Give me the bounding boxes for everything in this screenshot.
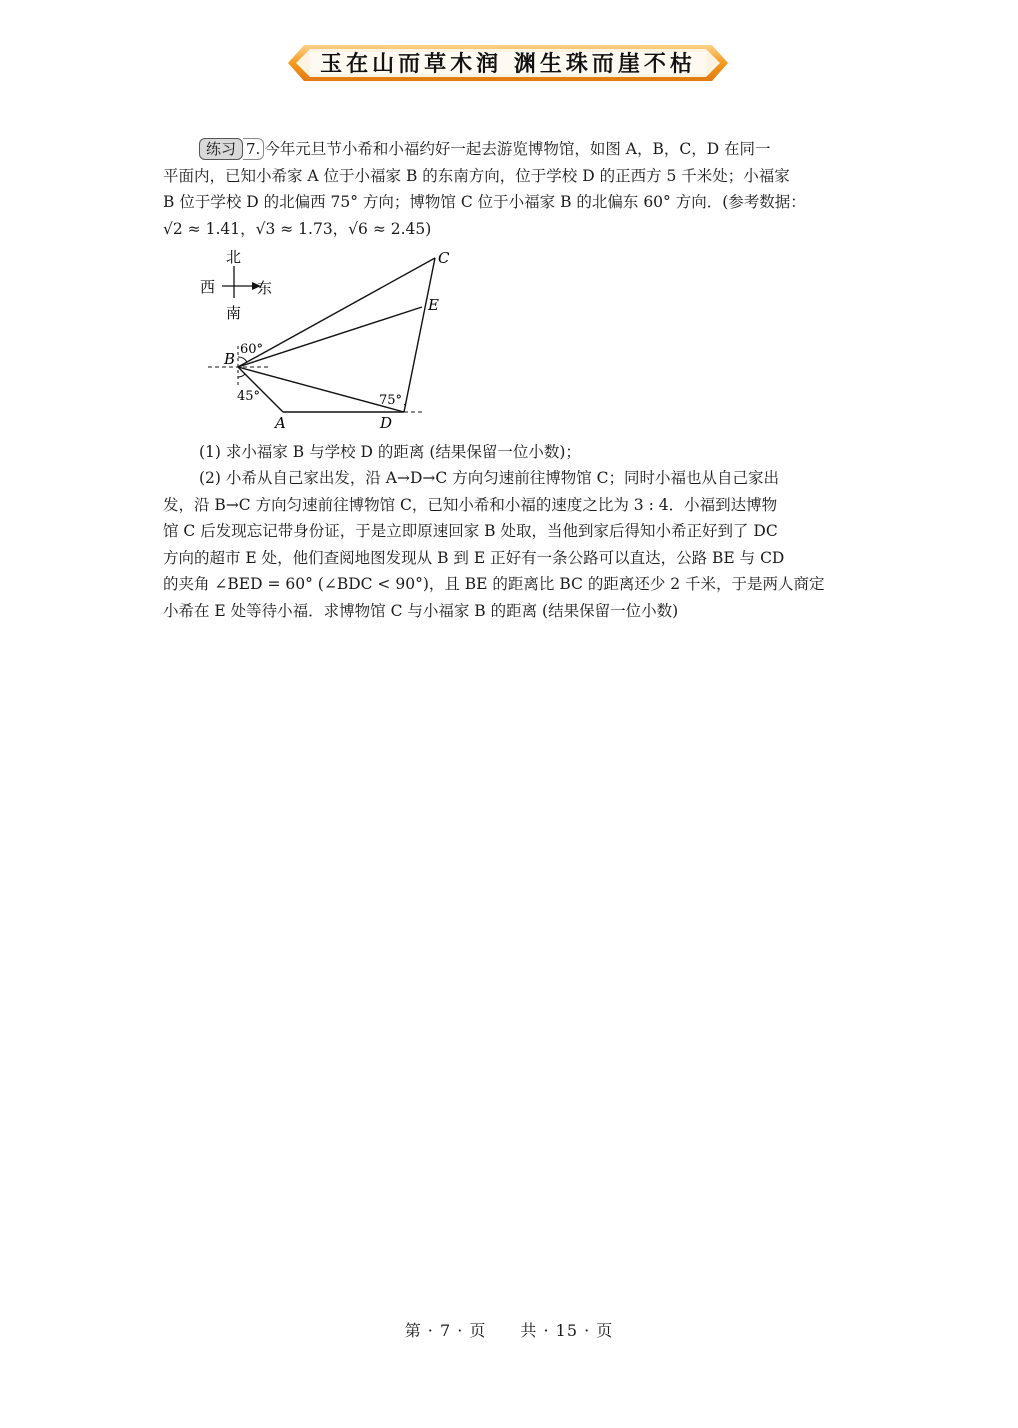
problem-line-1 [163, 136, 863, 163]
label-point-e: E [428, 296, 439, 314]
problem-text-4: √2 ≈ 1.41，√3 ≈ 1.73，√6 ≈ 2.45) [163, 219, 432, 238]
segment-dc [404, 258, 435, 412]
compass-rose [200, 248, 272, 322]
question-1 [163, 439, 863, 466]
label-point-d: D [380, 414, 393, 432]
exercise-tag: 练习 [199, 138, 243, 160]
exercise-number: 7. [243, 138, 264, 160]
label-point-a: A [275, 414, 286, 432]
question-2-line-5: 的夹角 ∠BED = 60° (∠BDC < 90°)，且 BE 的距离比 BC 的距离还少 2 千米，于是两人商定 [163, 575, 825, 593]
angle-arc-60 [238, 357, 247, 362]
compass-south: 南 [226, 304, 242, 322]
label-point-b: B [224, 350, 236, 368]
compass-east: 东 [257, 279, 273, 297]
problem-text-1: 今年元旦节小希和小福约好一起去游览博物馆，如图 A，B，C，D 在同一 [264, 140, 771, 158]
label-angle-60: 60° [240, 342, 264, 357]
question-2-line-1: (2) 小希从自己家出发，沿 A→D→C 方向匀速前往博物馆 C；同时小福也从自己家出 [199, 469, 779, 487]
problem-text-2: 平面内，已知小希家 A 位于小福家 B 的东南方向，位于学校 D 的正西方 5 千米处；小福家 [163, 166, 790, 185]
question-2-line-4: 方向的超市 E 处，他们查阅地图发现从 B 到 E 正好有一条公路可以直达，公路 BE 与 CD [163, 548, 785, 567]
compass-north: 北 [226, 248, 242, 266]
problem-statement [163, 136, 863, 242]
label-angle-45: 45° [237, 389, 261, 404]
question-2-line-6: 小希在 E 处等待小福．求博物馆 C 与小福家 B 的距离 (结果保留一位小数) [163, 601, 679, 620]
question-1-text: (1) 求小福家 B 与学校 D 的距离 (结果保留一位小数)； [199, 443, 581, 461]
header-banner [288, 42, 728, 84]
geometry-diagram [195, 246, 475, 436]
angle-arc-45 [238, 374, 245, 377]
question-2-line-2: 发，沿 B→C 方向匀速前往博物馆 C，已知小希和小福的速度之比为 3 : 4．小福到达博物 [163, 495, 778, 514]
geometry-figure [195, 246, 475, 440]
question-2 [163, 465, 863, 624]
question-2-line-3: 馆 C 后发现忘记带身份证，于是立即原速回家 B 处取，当他到家后得知小希正好到了 DC [163, 522, 778, 540]
banner-motto: 玉在山而草木润 渊生珠而崖不枯 [320, 51, 696, 77]
page-footer: 第 · 7 · 页 共 · 15 · 页 [404, 1321, 614, 1340]
label-point-c: C [438, 249, 450, 267]
compass-west: 西 [200, 278, 216, 296]
problem-text-3: B 位于学校 D 的北偏西 75° 方向；博物馆 C 位于小福家 B 的北偏东 60° 方向．(参考数据： [163, 193, 806, 211]
label-angle-75: 75° [379, 393, 403, 408]
